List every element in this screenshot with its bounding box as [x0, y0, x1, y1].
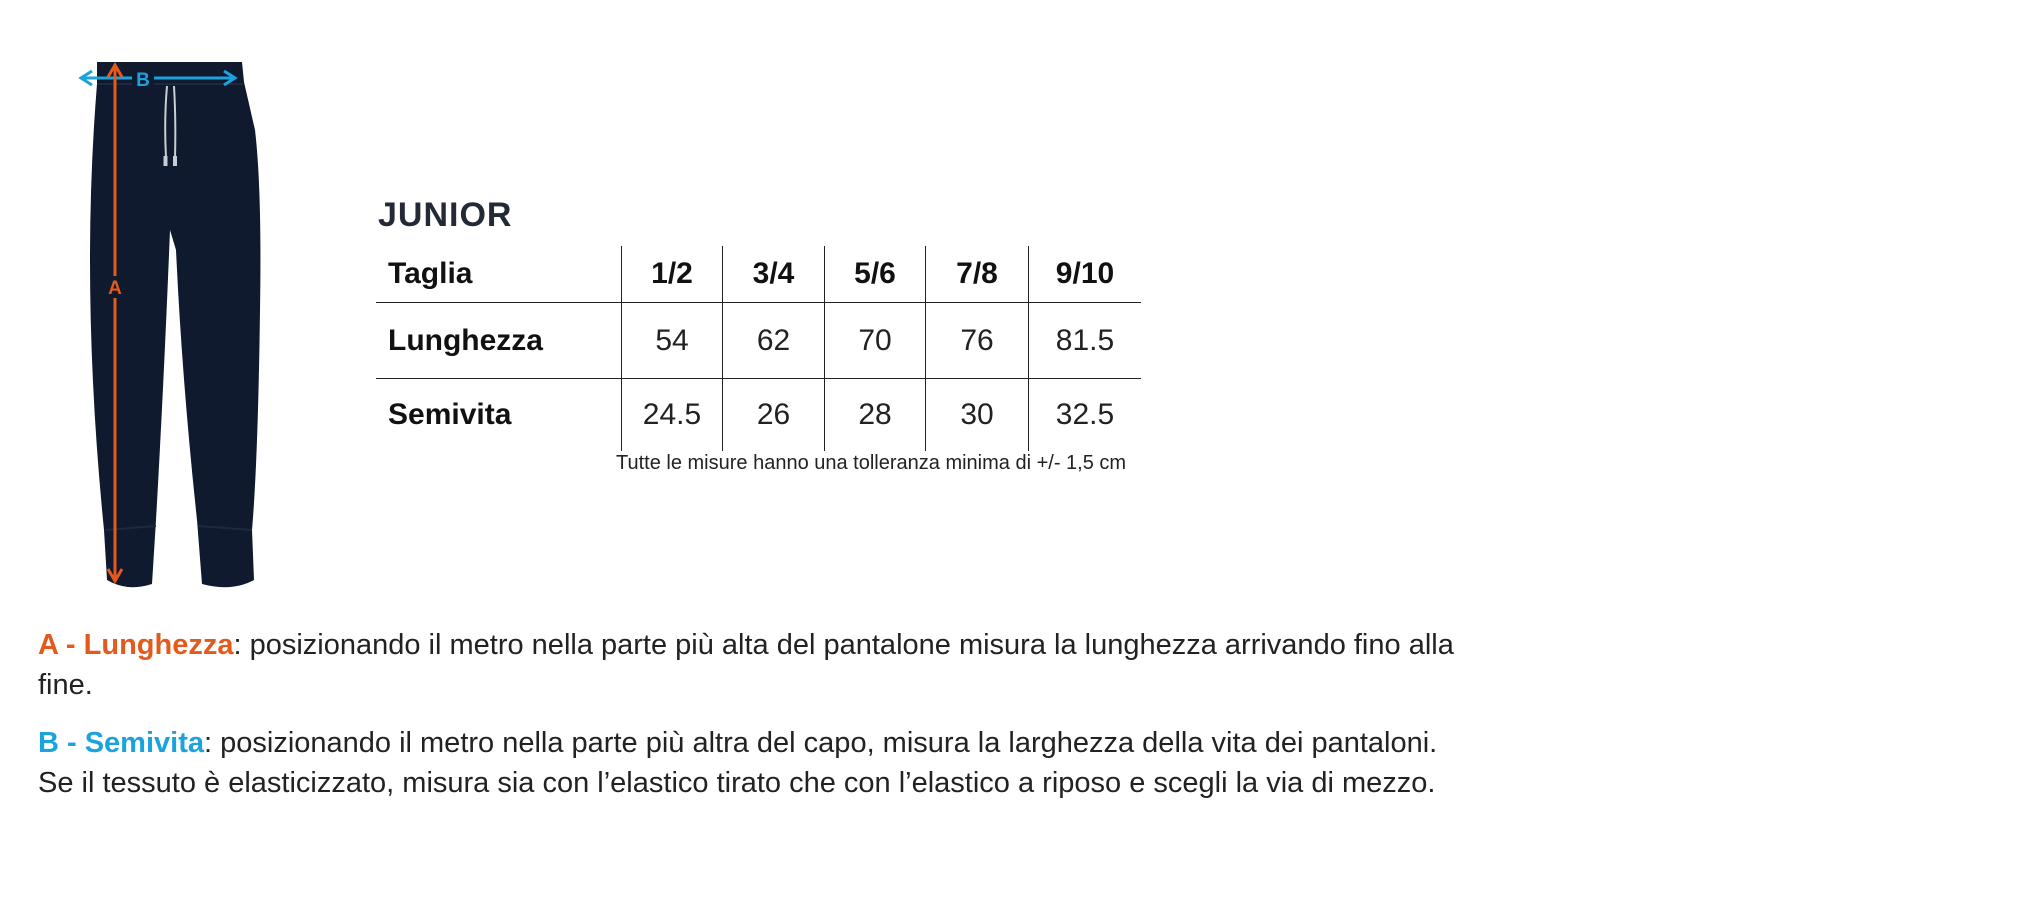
size-column-header: 7/8 — [926, 246, 1029, 303]
table-row-semivita — [376, 379, 1141, 452]
size-header-row — [376, 246, 1141, 303]
table-cell: 32.5 — [1029, 379, 1142, 452]
size-column-header: 1/2 — [622, 246, 723, 303]
waist-description-text: : posizionando il metro nella parte più altra del capo, misura la larghezza della vita dei pantaloni. Se il tessuto è elasticizzato, misura sia con l’elastico tirato che con l’elastico a riposo e scegli la via di mezzo. — [38, 727, 1438, 799]
size-column-header: 5/6 — [825, 246, 926, 303]
size-column-header: 3/4 — [723, 246, 825, 303]
row-label: Lunghezza — [376, 303, 622, 379]
size-chart-table — [376, 246, 1141, 451]
drawstring-tip-left — [164, 156, 168, 166]
table-cell: 62 — [723, 303, 825, 379]
table-cell: 76 — [926, 303, 1029, 379]
table-cell: 24.5 — [622, 379, 723, 452]
table-cell: 81.5 — [1029, 303, 1142, 379]
drawstring-tip-right — [173, 156, 177, 166]
length-description-text: : posizionando il metro nella parte più alta del pantalone misura la lunghezza arrivando fino alla fine. — [38, 629, 1454, 701]
length-description — [38, 625, 1458, 705]
table-cell: 26 — [723, 379, 825, 452]
size-column-header: 9/10 — [1029, 246, 1142, 303]
waist-description-key: B - Semivita — [38, 727, 204, 759]
table-cell: 54 — [622, 303, 723, 379]
waist-description — [38, 723, 1458, 803]
tolerance-note: Tutte le misure hanno una tolleranza minima di +/- 1,5 cm — [616, 452, 1127, 474]
table-cell: 28 — [825, 379, 926, 452]
size-chart-title: JUNIOR — [378, 196, 513, 234]
table-row-lunghezza — [376, 303, 1141, 379]
length-description-key: A - Lunghezza — [38, 629, 234, 661]
table-cell: 30 — [926, 379, 1029, 452]
size-header-label: Taglia — [388, 257, 473, 290]
length-arrow-label: A — [108, 278, 122, 299]
row-label: Semivita — [376, 379, 622, 452]
pants-measurement-diagram — [72, 60, 292, 590]
table-cell: 70 — [825, 303, 926, 379]
waist-arrow-label: B — [136, 70, 150, 91]
